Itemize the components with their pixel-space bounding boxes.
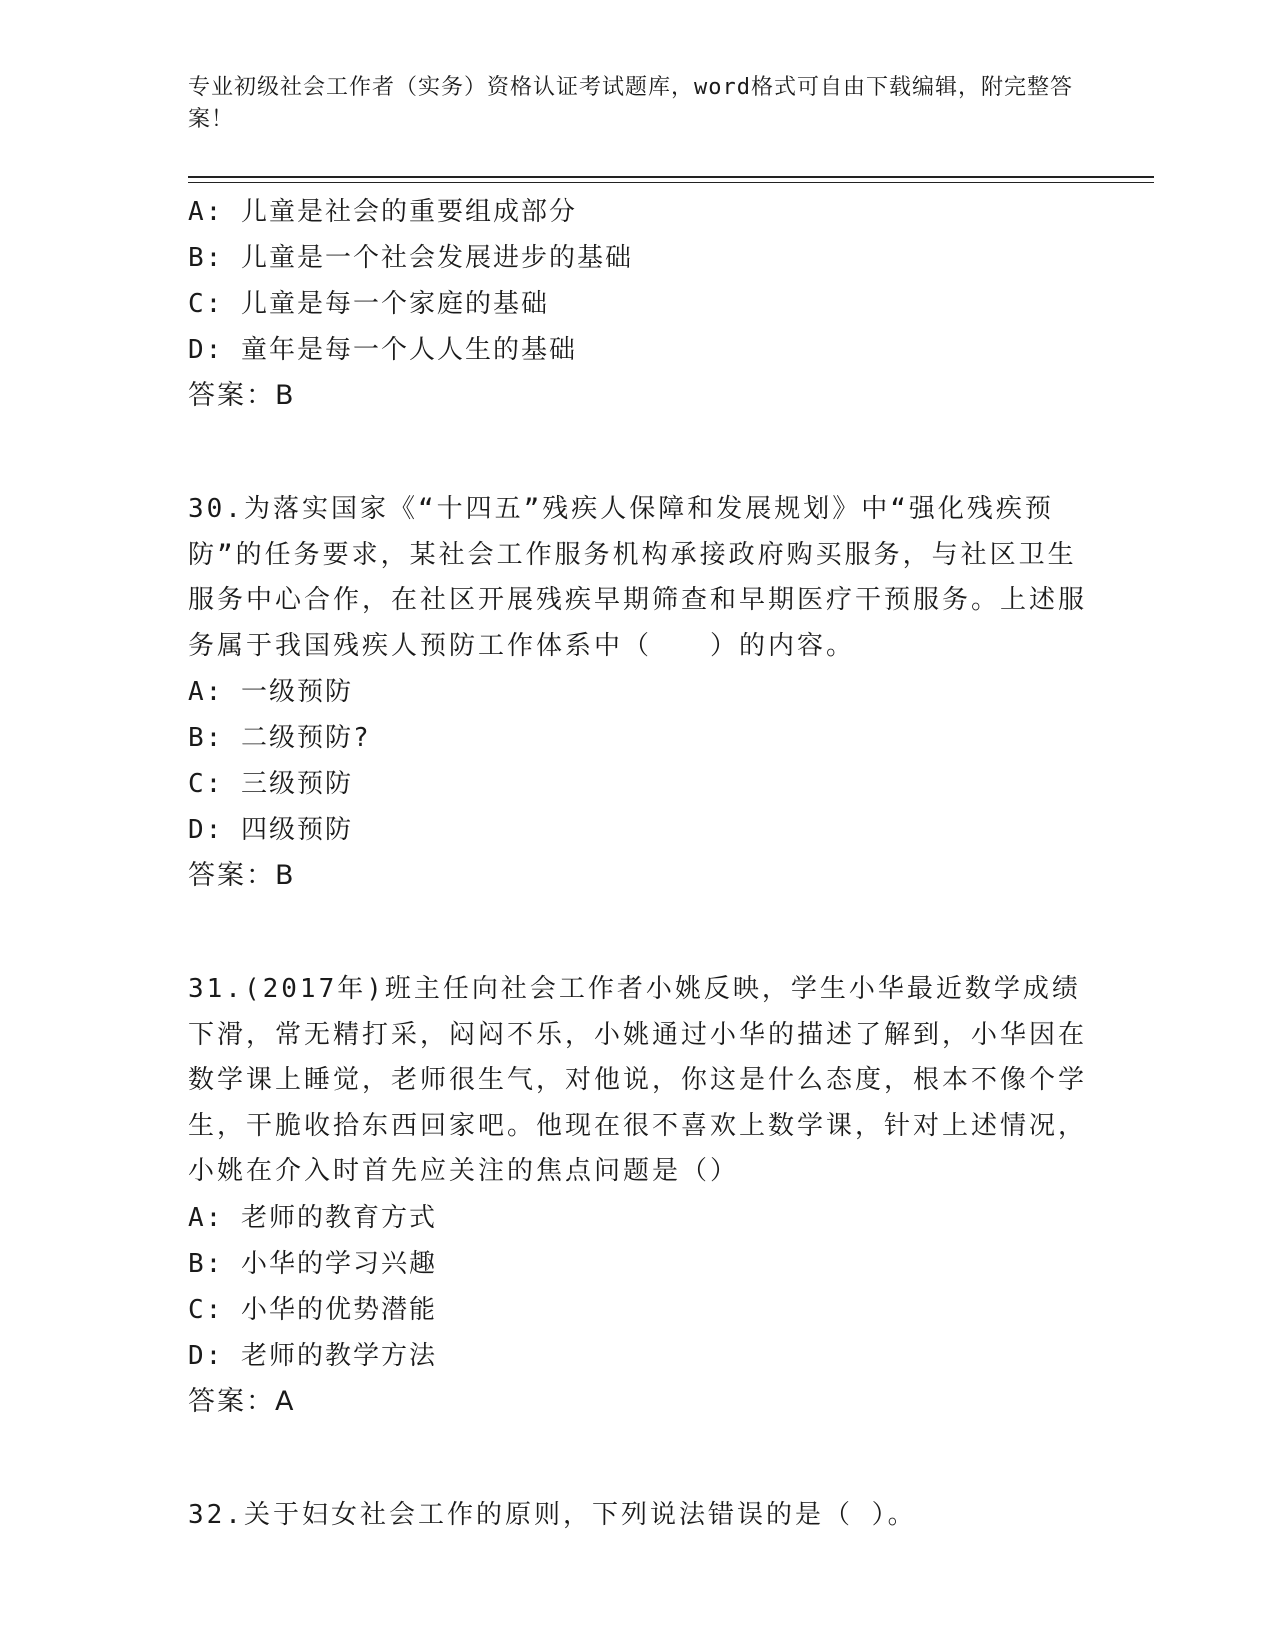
option-d: D: 四级预防 xyxy=(188,815,353,845)
question-stem: 32.关于妇女社会工作的原则，下列说法错误的是（ ）。 xyxy=(188,1499,917,1530)
option-b: B: 儿童是一个社会发展进步的基础 xyxy=(188,243,633,273)
option-c: C: 三级预防 xyxy=(188,769,353,799)
header-divider-thin xyxy=(188,182,1154,183)
option-a: A: 老师的教育方式 xyxy=(188,1202,437,1233)
option-d: D: 童年是每一个人人生的基础 xyxy=(188,335,577,365)
option-d: D: 老师的教学方法 xyxy=(188,1340,437,1371)
option-c: C: 儿童是每一个家庭的基础 xyxy=(188,289,549,319)
option-b: B: 二级预防? xyxy=(188,723,371,753)
question-31 xyxy=(188,967,1088,1425)
header-divider xyxy=(188,176,1154,178)
option-c: C: 小华的优势潜能 xyxy=(188,1294,437,1325)
option-a: A: 一级预防 xyxy=(188,677,353,707)
document-header: 专业初级社会工作者（实务）资格认证考试题库，word格式可自由下载编辑，附完整答案！ xyxy=(188,75,1073,132)
answer-line: 答案：A xyxy=(188,1385,296,1417)
question-list xyxy=(188,189,1088,1538)
question-stem: 31.(2017年)班主任向社会工作者小姚反映，学生小华最近数学成绩下滑，常无精打采，闷闷不乐，小姚通过小华的描述了解到，小华因在数学课上睡觉，老师很生气，对他说，你这是什么态度，根本不像个学生，干脆收拾东西回家吧。他现在很不喜欢上数学课，针对上述情况，小姚在介入时首先应关注的焦点问题是（） xyxy=(188,974,1088,1186)
answer-line: 答案：B xyxy=(188,380,296,411)
question-stem: 30.为落实国家《“十四五”残疾人保障和发展规划》中“强化残疾预防”的任务要求，某社会工作服务机构承接政府购买服务，与社区卫生服务中心合作，在社区开展残疾早期筛查和早期医疗干预服务。上述服务属于我国残疾人预防工作体系中（ ）的内容。 xyxy=(188,494,1088,661)
question-32 xyxy=(188,1493,1088,1539)
question-30 xyxy=(188,487,1088,899)
option-b: B: 小华的学习兴趣 xyxy=(188,1248,437,1279)
answer-line: 答案：B xyxy=(188,860,296,891)
question-29-tail xyxy=(188,189,1088,419)
option-a: A: 儿童是社会的重要组成部分 xyxy=(188,197,577,227)
